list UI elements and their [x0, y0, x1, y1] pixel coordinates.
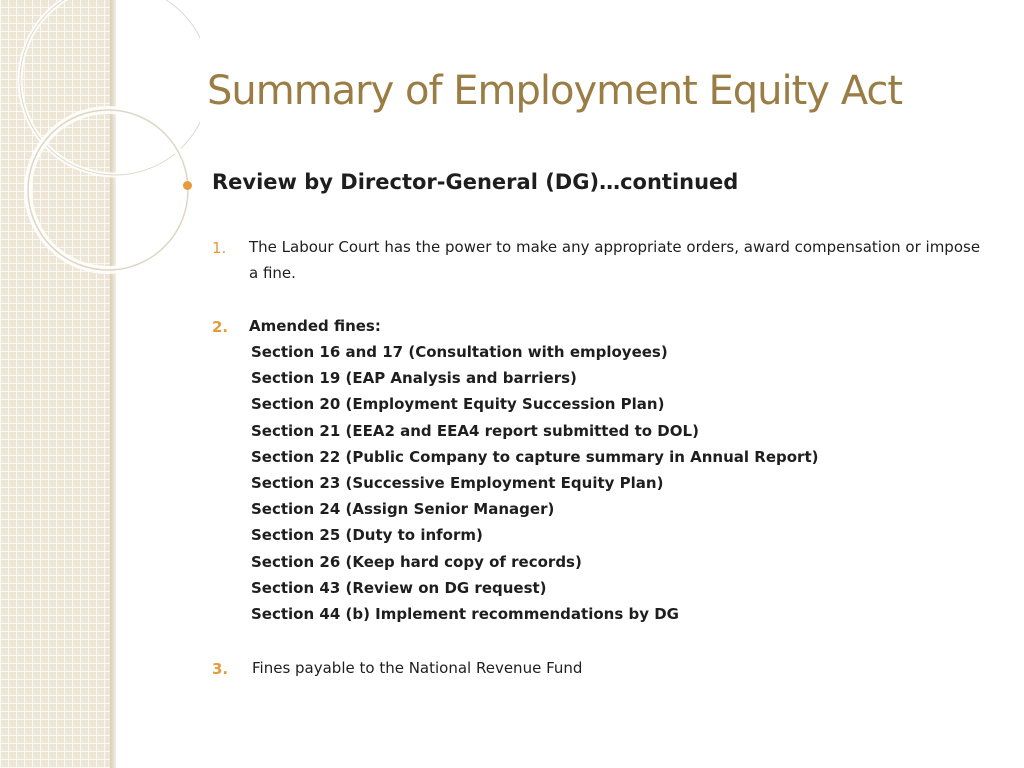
item-text-1: The Labour Court has the power to make any appropriate orders, award compensation or impose a fine.: [249, 238, 981, 282]
section-item: Section 20 (Employment Equity Succession Plan): [251, 395, 665, 414]
page-title: Summary of Employment Equity Act: [207, 68, 903, 114]
decor-circle-small: [28, 110, 188, 270]
item-number-1: 1.: [212, 239, 227, 257]
section-item: Section 16 and 17 (Consultation with employees): [251, 343, 668, 361]
section-item: Section 22 (Public Company to capture summary in Annual Report): [251, 447, 819, 466]
section-item: Section 24 (Assign Senior Manager): [251, 500, 555, 519]
item-number-2: 2.: [212, 318, 229, 336]
decorative-circles: [0, 0, 200, 300]
section-item: Section 43 (Review on DG request): [251, 578, 547, 597]
section-item: Section 19 (EAP Analysis and barriers): [251, 369, 577, 388]
sections-list: [251, 339, 818, 627]
section-item: Section 23 (Successive Employment Equity Plan): [251, 474, 664, 493]
section-item: Section 26 (Keep hard copy of records): [251, 552, 582, 571]
item-text-3: Fines payable to the National Revenue Fund: [252, 659, 583, 677]
item-text-2: Amended fines:: [249, 317, 381, 335]
section-heading: Review by Director-General (DG)…continued: [212, 170, 739, 194]
section-item: Section 21 (EEA2 and EEA4 report submitted to DOL): [251, 421, 699, 440]
section-item: Section 44 (b) Implement recommendations by DG: [251, 605, 679, 624]
section-item: Section 25 (Duty to inform): [251, 526, 483, 545]
item-number-3: 3.: [212, 660, 229, 678]
bullet-icon: [183, 181, 192, 190]
